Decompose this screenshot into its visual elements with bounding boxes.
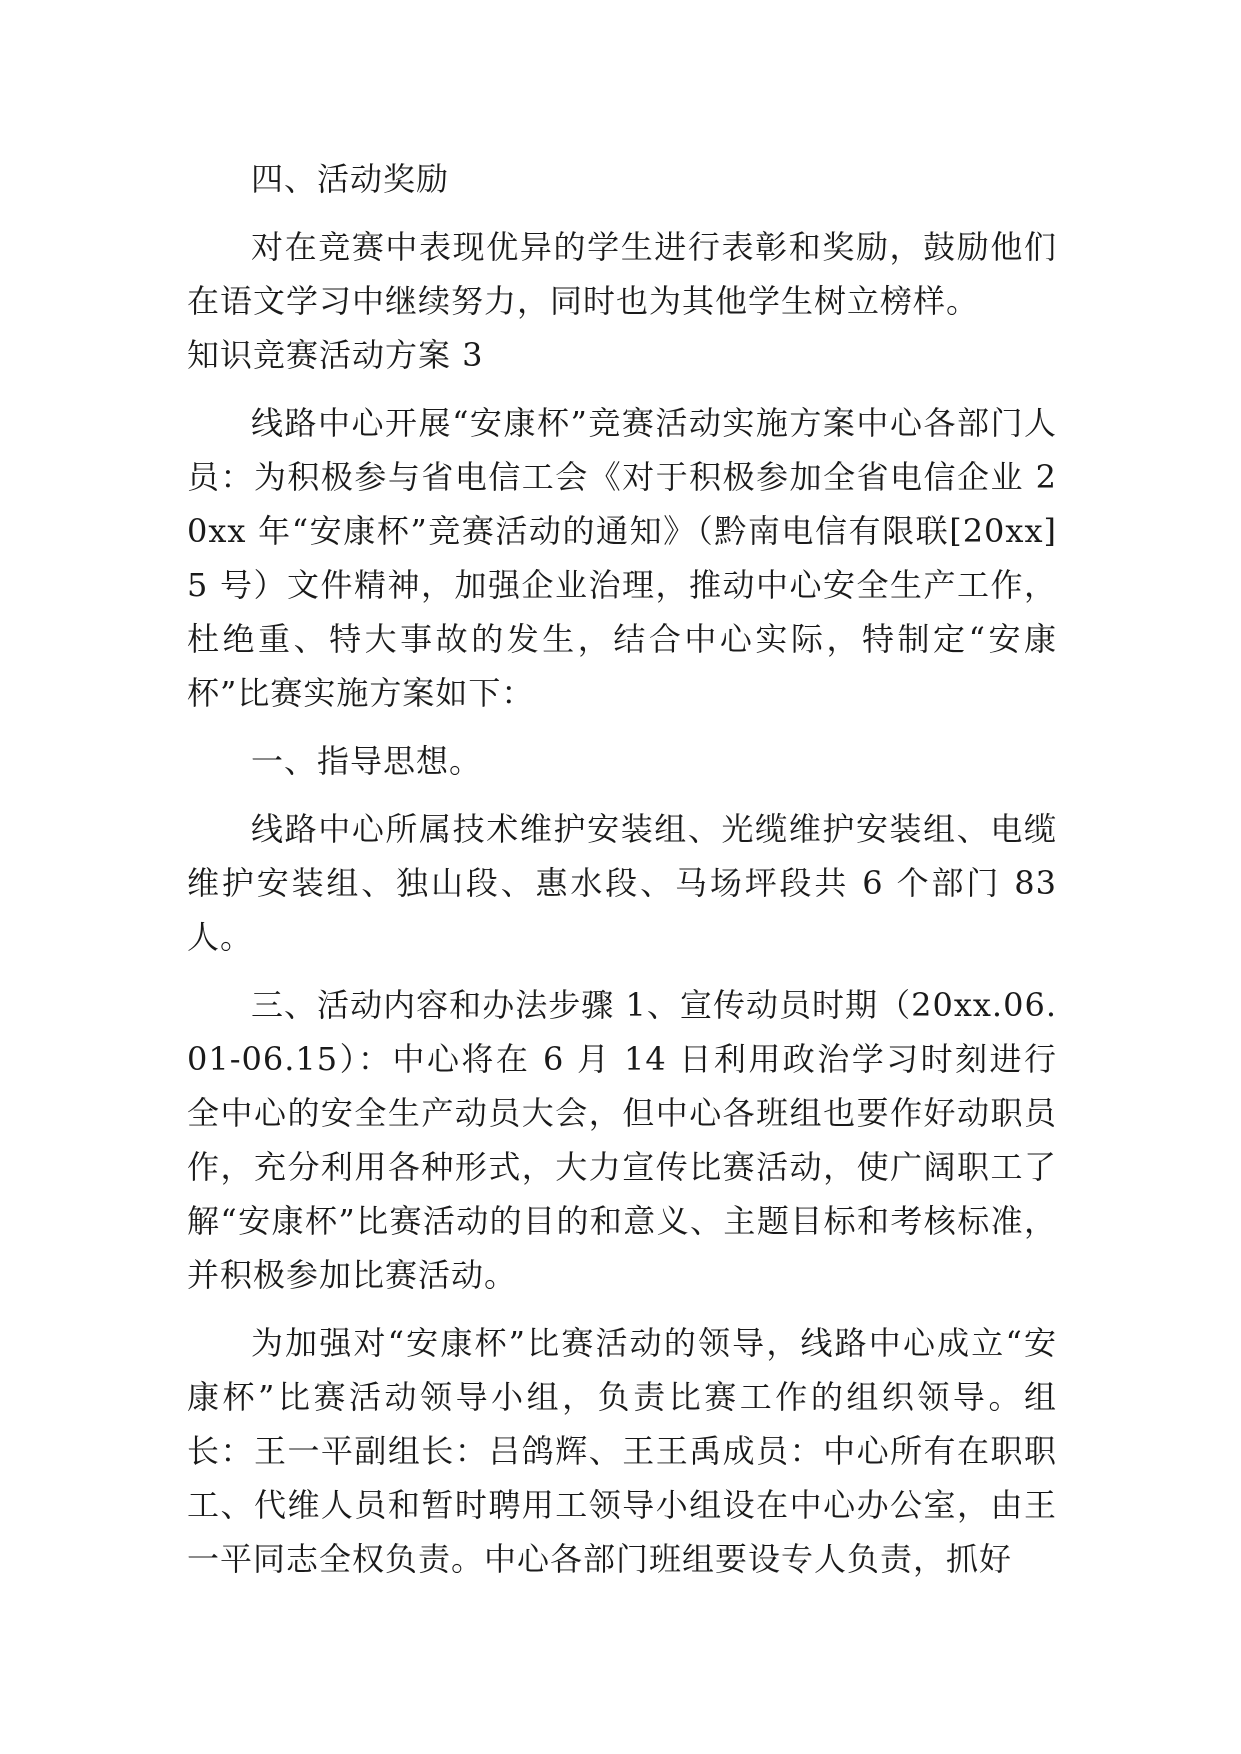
section-four-body: 对在竞赛中表现优异的学生进行表彰和奖励，鼓励他们在语文学习中继续努力，同时也为其他学生树立榜样。 [187, 228, 1057, 320]
plan-title: 知识竞赛活动方案 3 [187, 336, 484, 374]
section-one-heading: 一、指导思想。 [251, 742, 483, 780]
leadership-paragraph: 为加强对“安康杯”比赛活动的领导，线路中心成立“安康杯”比赛活动领导小组，负责比赛工作的组织领导。组长：王一平副组长：吕鸽辉、王王禹成员：中心所有在职职工、代维人员和暂时聘用工领导小组设在中心办公室，由王一平同志全权负责。中心各部门班组要设专人负责，抓好 [187, 1324, 1057, 1578]
intro-paragraph: 线路中心开展“安康杯”竞赛活动实施方案中心各部门人员：为积极参与省电信工会《对于积极参加全省电信企业 20xx 年“安康杯”竞赛活动的通知》（黔南电信有限联[20xx]5 号）文件精神，加强企业治理，推动中心安全生产工作，杜绝重、特大事故的发生，结合中心实际，特制定“安康杯”比赛实施方案如下： [187, 404, 1057, 712]
section-one-body: 线路中心所属技术维护安装组、光缆维护安装组、电缆维护安装组、独山段、惠水段、马场坪段共 6 个部门 83 人。 [187, 810, 1057, 956]
section-three-body: 三、活动内容和办法步骤 1、宣传动员时期（20xx.06.01-06.15）：中心将在 6 月 14 日利用政治学习时刻进行全中心的安全生产动员大会，但中心各班组也要作好动职员作，充分利用各种形式，大力宣传比赛活动，使广阔职工了解“安康杯”比赛活动的目的和意义、主题目标和考核标准，并积极参加比赛活动。 [187, 986, 1057, 1294]
document-body [187, 152, 1057, 1586]
section-four-heading: 四、活动奖励 [251, 160, 450, 198]
